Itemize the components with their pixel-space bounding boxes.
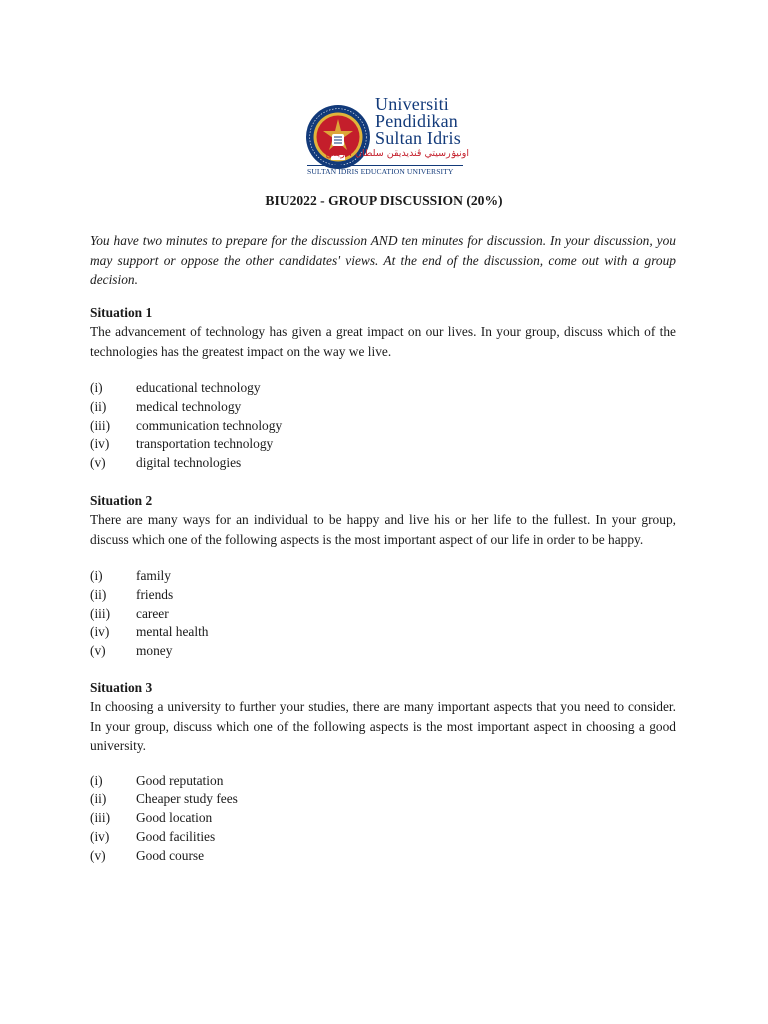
option-text: Good facilities (136, 828, 216, 844)
list-item (90, 642, 676, 661)
option-text: mental health (136, 624, 209, 640)
wordmark-line-2: Pendidikan (375, 111, 458, 131)
option-number: (iv) (90, 828, 110, 844)
list-item (90, 847, 676, 866)
options-list (90, 772, 676, 866)
situation-3 (90, 678, 676, 865)
option-number: (v) (90, 643, 106, 659)
option-number: (i) (90, 380, 103, 395)
list-item (90, 623, 676, 642)
option-text: Good course (136, 847, 205, 863)
options-list (90, 379, 676, 473)
instructions-paragraph: You have two minutes to prepare for the discussion AND ten minutes for discussion. In your discussion, you may support or oppose the other candidates' views. At the end of the discussion, come out with a group decision. (90, 233, 676, 287)
university-wordmark (325, 94, 469, 159)
option-text: educational technology (136, 380, 261, 395)
option-number: (iv) (90, 436, 110, 452)
list-item (90, 417, 676, 436)
option-number: (iii) (90, 605, 111, 621)
list-item (90, 567, 676, 586)
wordmark-jawi: اونيۏرسيتي ڤنديديقن سلطان ادريس (325, 148, 469, 159)
option-text: Cheaper study fees (136, 791, 238, 807)
situation-description: In choosing a university to further your studies, there are many important aspects that you need to consider. In your group, discuss which one of the following aspects is the most important aspect in choosing a good university. (90, 699, 676, 753)
option-number: (iii) (90, 417, 111, 433)
option-number: (v) (90, 455, 106, 471)
option-number: (iii) (90, 810, 111, 826)
list-item (90, 435, 676, 454)
situation-1 (90, 303, 676, 473)
logo-subtitle: SULTAN IDRIS EDUCATION UNIVERSITY (307, 167, 454, 176)
option-number: (ii) (90, 586, 107, 602)
option-text: career (136, 605, 169, 621)
situation-heading: Situation 1 (90, 305, 153, 320)
option-number: (v) (90, 847, 106, 863)
list-item (90, 772, 676, 791)
wordmark-line-1: Universiti (375, 94, 449, 114)
option-number: (iv) (90, 624, 110, 640)
situation-2 (90, 491, 676, 661)
option-text: transportation technology (136, 436, 274, 452)
option-number: (ii) (90, 398, 107, 414)
situation-description: There are many ways for an individual to be happy and live his or her life to the fullest. In your group, discuss which one of the following aspects is the most important aspect of our life in order to be happy. (90, 512, 676, 547)
option-text: family (136, 568, 171, 583)
list-item (90, 586, 676, 605)
option-number: (ii) (90, 791, 107, 807)
document-title: BIU2022 - GROUP DISCUSSION (20%) (265, 193, 503, 208)
option-text: money (136, 643, 173, 659)
option-text: friends (136, 586, 174, 602)
list-item (90, 790, 676, 809)
option-text: Good reputation (136, 772, 224, 788)
options-list (90, 567, 676, 661)
list-item (90, 809, 676, 828)
list-item (90, 398, 676, 417)
list-item (90, 828, 676, 847)
university-seal-icon (305, 104, 371, 170)
situation-description: The advancement of technology has given a great impact on our lives. In your group, discuss which of the technologies has the greatest impact on the way we live. (90, 324, 676, 359)
situation-heading: Situation 3 (90, 680, 153, 695)
university-logo (305, 96, 467, 180)
option-text: medical technology (136, 398, 242, 414)
option-text: digital technologies (136, 455, 242, 471)
list-item (90, 605, 676, 624)
option-number: (i) (90, 772, 103, 788)
wordmark-line-3: Sultan Idris (375, 128, 461, 148)
option-text: Good location (136, 810, 213, 826)
list-item (90, 454, 676, 473)
situation-heading: Situation 2 (90, 493, 153, 508)
option-number: (i) (90, 568, 103, 583)
option-text: communication technology (136, 417, 283, 433)
logo-divider (307, 165, 463, 166)
list-item (90, 379, 676, 398)
